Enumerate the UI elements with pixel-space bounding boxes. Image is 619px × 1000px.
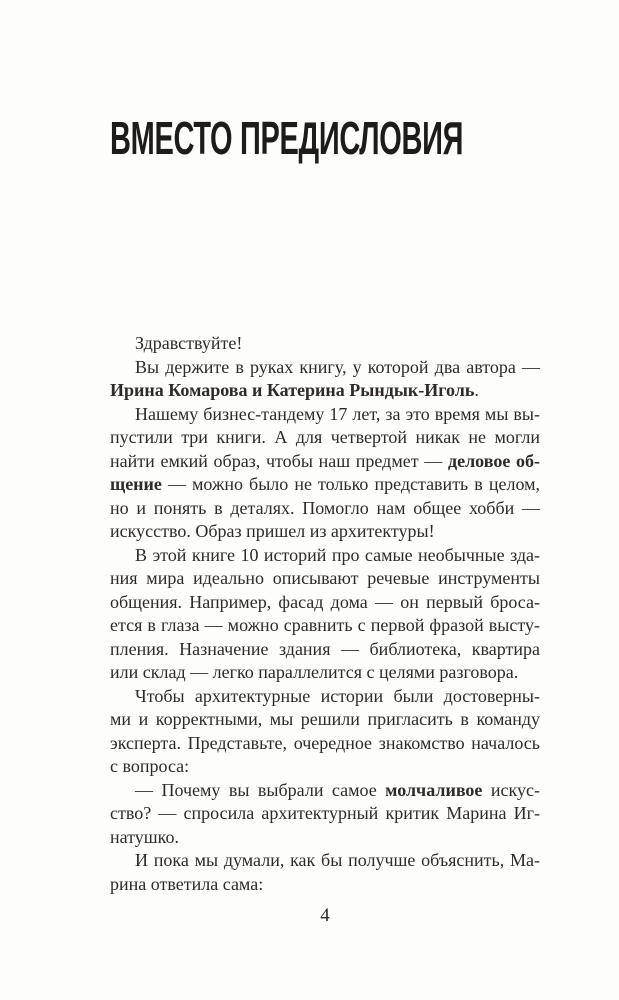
- text-line: [110, 356, 540, 380]
- text-run: Здравствуйте!: [135, 333, 243, 353]
- text-run: с вопроса:: [110, 756, 190, 776]
- bold-text-run: молчаливое: [385, 779, 483, 800]
- text-run: эксперта. Представьте, очередное знакомство началось: [110, 732, 540, 753]
- text-run: Нашему бизнес-тандему 17 лет, за это время мы вы-: [135, 403, 540, 424]
- text-run: ется в глаза — можно сравнить с первой фразой высту-: [110, 615, 540, 635]
- page-number: 4: [320, 905, 330, 926]
- text-run: но и понять в деталях. Помогло нам общее хобби —: [110, 497, 540, 518]
- text-line: [110, 591, 540, 615]
- chapter-title: [110, 112, 619, 164]
- text-run: пления. Назначение здания — библиотека, квартира: [110, 638, 540, 659]
- text-run: В этой книге 10 историй про самые необычные зда-: [135, 544, 540, 565]
- text-run: Вы держите в руках книгу, у которой два автора —: [135, 356, 540, 377]
- text-run: найти емкий образ, чтобы наш предмет —: [110, 450, 448, 471]
- text-line: [110, 450, 540, 474]
- text-run: И пока мы думали, как бы получше объяснить, Ма-: [135, 850, 540, 870]
- text-line: [110, 849, 540, 873]
- text-line: [110, 755, 540, 779]
- text-run: искусство. Образ пришел из архитектуры!: [110, 521, 435, 541]
- text-line: [110, 826, 540, 850]
- text-line: [110, 638, 540, 662]
- text-line: [110, 379, 540, 403]
- bold-text-run: щение: [110, 474, 162, 494]
- text-run: или склад — легко параллелится с целями разговора.: [110, 662, 519, 682]
- text-run: — можно было не только представить в целом,: [161, 474, 540, 494]
- text-line: [110, 614, 540, 638]
- text-line: [110, 873, 540, 897]
- chapter-title-text: ВМЕСТО ПРЕДИСЛОВИЯ: [110, 112, 464, 164]
- text-line: [110, 426, 540, 450]
- text-run: Чтобы архитектурные истории были достоверны-: [135, 685, 540, 706]
- text-line: [110, 685, 540, 709]
- text-line: [110, 732, 540, 756]
- text-run: ство? — спросила архитектурный критик Марина Иг-: [110, 803, 540, 823]
- body-text: [110, 332, 540, 896]
- text-run: натушко.: [110, 826, 179, 847]
- text-run: .: [474, 380, 479, 400]
- text-line: [110, 661, 540, 685]
- text-line: [110, 403, 540, 427]
- text-line: [110, 779, 540, 803]
- text-line: [110, 567, 540, 591]
- text-run: ния мира идеально описывают речевые инструменты: [110, 568, 540, 588]
- text-line: [110, 473, 540, 497]
- text-line: [110, 802, 540, 826]
- text-line: [110, 497, 540, 521]
- text-run: рина ответила сама:: [110, 873, 264, 894]
- text-run: общения. Например, фасад дома — он первый броса-: [110, 591, 540, 612]
- bold-text-run: Ирина Комарова и Катерина Рындык-Иголь: [110, 380, 475, 400]
- text-run: — Почему вы выбрали самое: [135, 779, 386, 800]
- text-line: [110, 332, 540, 356]
- text-run: пустили три книги. А для четвертой никак не могли: [110, 427, 540, 447]
- bold-text-run: деловое об-: [447, 450, 541, 471]
- text-run: искус-: [482, 779, 540, 800]
- text-line: [110, 708, 540, 732]
- text-run: ми и корректными, мы решили пригласить в команду: [110, 709, 540, 729]
- text-line: [110, 544, 540, 568]
- text-line: [110, 520, 540, 544]
